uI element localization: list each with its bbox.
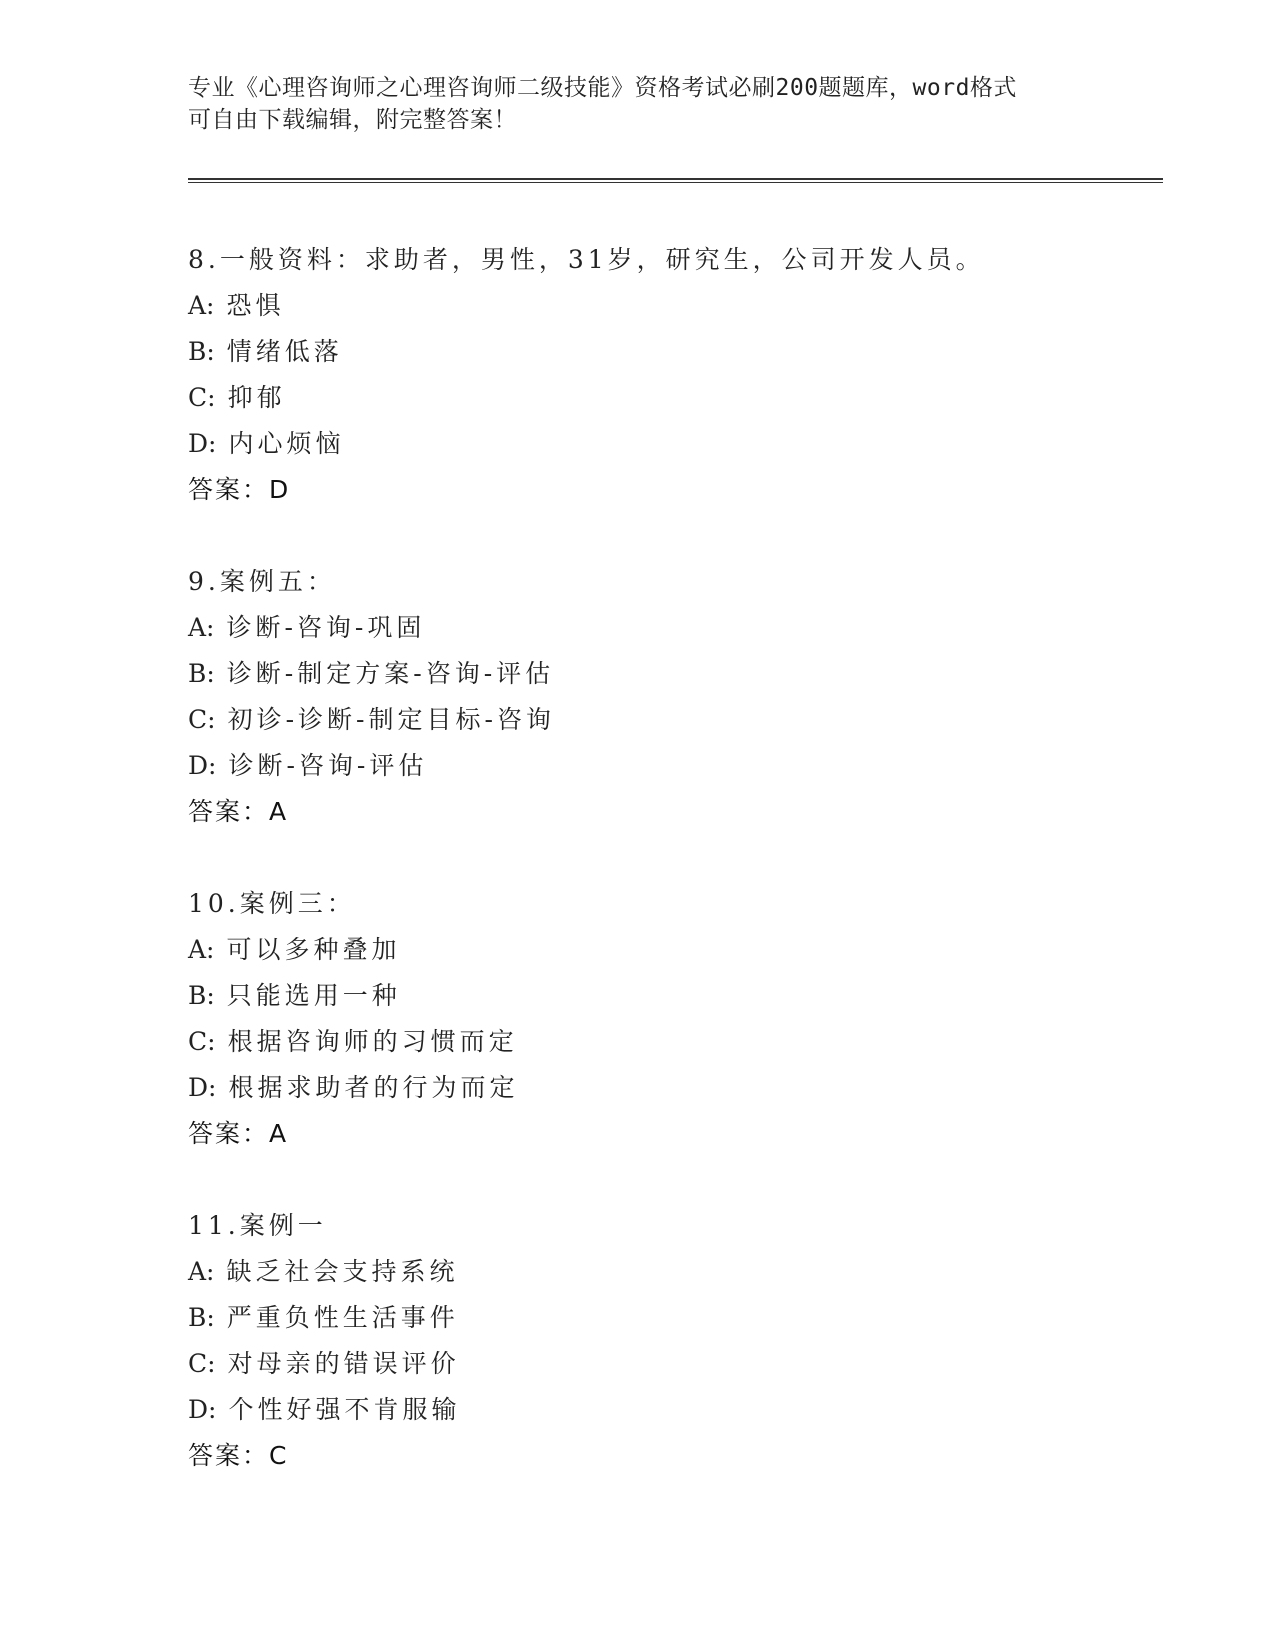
option-b	[188, 651, 1163, 697]
question-stem: 8.一般资料：求助者，男性，31岁，研究生，公司开发人员。	[188, 245, 985, 274]
option-d	[188, 1065, 1163, 1111]
option-letter: B:	[188, 659, 215, 688]
option-b	[188, 329, 1163, 375]
header-line-1: 专业《心理咨询师之心理咨询师二级技能》资格考试必刷200题题库，word格式	[188, 75, 1017, 101]
question-9	[188, 559, 1163, 835]
option-a	[188, 605, 1163, 651]
option-text: 根据咨询师的习惯而定	[227, 1027, 518, 1056]
option-letter: C:	[188, 383, 216, 412]
question-11	[188, 1203, 1163, 1479]
option-c	[188, 375, 1163, 421]
answer-line: 答案：A	[188, 1119, 289, 1148]
option-letter: C:	[188, 705, 216, 734]
option-letter: B:	[188, 1303, 215, 1332]
option-letter: C:	[188, 1027, 216, 1056]
option-text: 只能选用一种	[226, 981, 401, 1010]
option-letter: A:	[188, 1257, 215, 1286]
option-text: 对母亲的错误评价	[227, 1349, 460, 1378]
question-8	[188, 237, 1163, 513]
question-stem: 9.案例五：	[188, 567, 336, 596]
question-stem: 11.案例一	[188, 1211, 327, 1240]
option-text: 内心烦恼	[228, 429, 345, 458]
question-stem: 10.案例三：	[188, 889, 356, 918]
option-letter: C:	[188, 1349, 216, 1378]
option-a	[188, 1249, 1163, 1295]
option-letter: B:	[188, 981, 215, 1010]
document-header	[188, 72, 1088, 136]
option-text: 抑郁	[227, 383, 286, 412]
option-text: 诊断-咨询-巩固	[226, 613, 426, 642]
option-text: 恐惧	[226, 291, 285, 320]
option-text: 诊断-咨询-评估	[228, 751, 428, 780]
question-list	[188, 237, 1163, 1525]
option-text: 可以多种叠加	[226, 935, 401, 964]
option-letter: A:	[188, 935, 215, 964]
option-a	[188, 927, 1163, 973]
option-d	[188, 421, 1163, 467]
option-a	[188, 283, 1163, 329]
option-b	[188, 973, 1163, 1019]
option-letter: D:	[188, 429, 217, 458]
header-divider	[188, 178, 1163, 180]
option-text: 情绪低落	[226, 337, 343, 366]
question-10	[188, 881, 1163, 1157]
option-text: 缺乏社会支持系统	[226, 1257, 459, 1286]
answer-line: 答案：D	[188, 475, 291, 504]
option-letter: A:	[188, 613, 215, 642]
answer-line: 答案：C	[188, 1441, 289, 1470]
option-letter: D:	[188, 751, 217, 780]
option-c	[188, 1019, 1163, 1065]
option-letter: A:	[188, 291, 215, 320]
option-c	[188, 697, 1163, 743]
option-letter: D:	[188, 1073, 217, 1102]
option-text: 根据求助者的行为而定	[228, 1073, 519, 1102]
header-divider-thin	[188, 182, 1163, 183]
header-line-2: 可自由下载编辑，附完整答案！	[188, 107, 517, 133]
option-text: 个性好强不肯服输	[228, 1395, 461, 1424]
option-d	[188, 1387, 1163, 1433]
option-text: 初诊-诊断-制定目标-咨询	[227, 705, 555, 734]
option-d	[188, 743, 1163, 789]
option-text: 严重负性生活事件	[226, 1303, 459, 1332]
option-b	[188, 1295, 1163, 1341]
option-c	[188, 1341, 1163, 1387]
option-text: 诊断-制定方案-咨询-评估	[226, 659, 555, 688]
option-letter: D:	[188, 1395, 217, 1424]
option-letter: B:	[188, 337, 215, 366]
answer-line: 答案：A	[188, 797, 289, 826]
